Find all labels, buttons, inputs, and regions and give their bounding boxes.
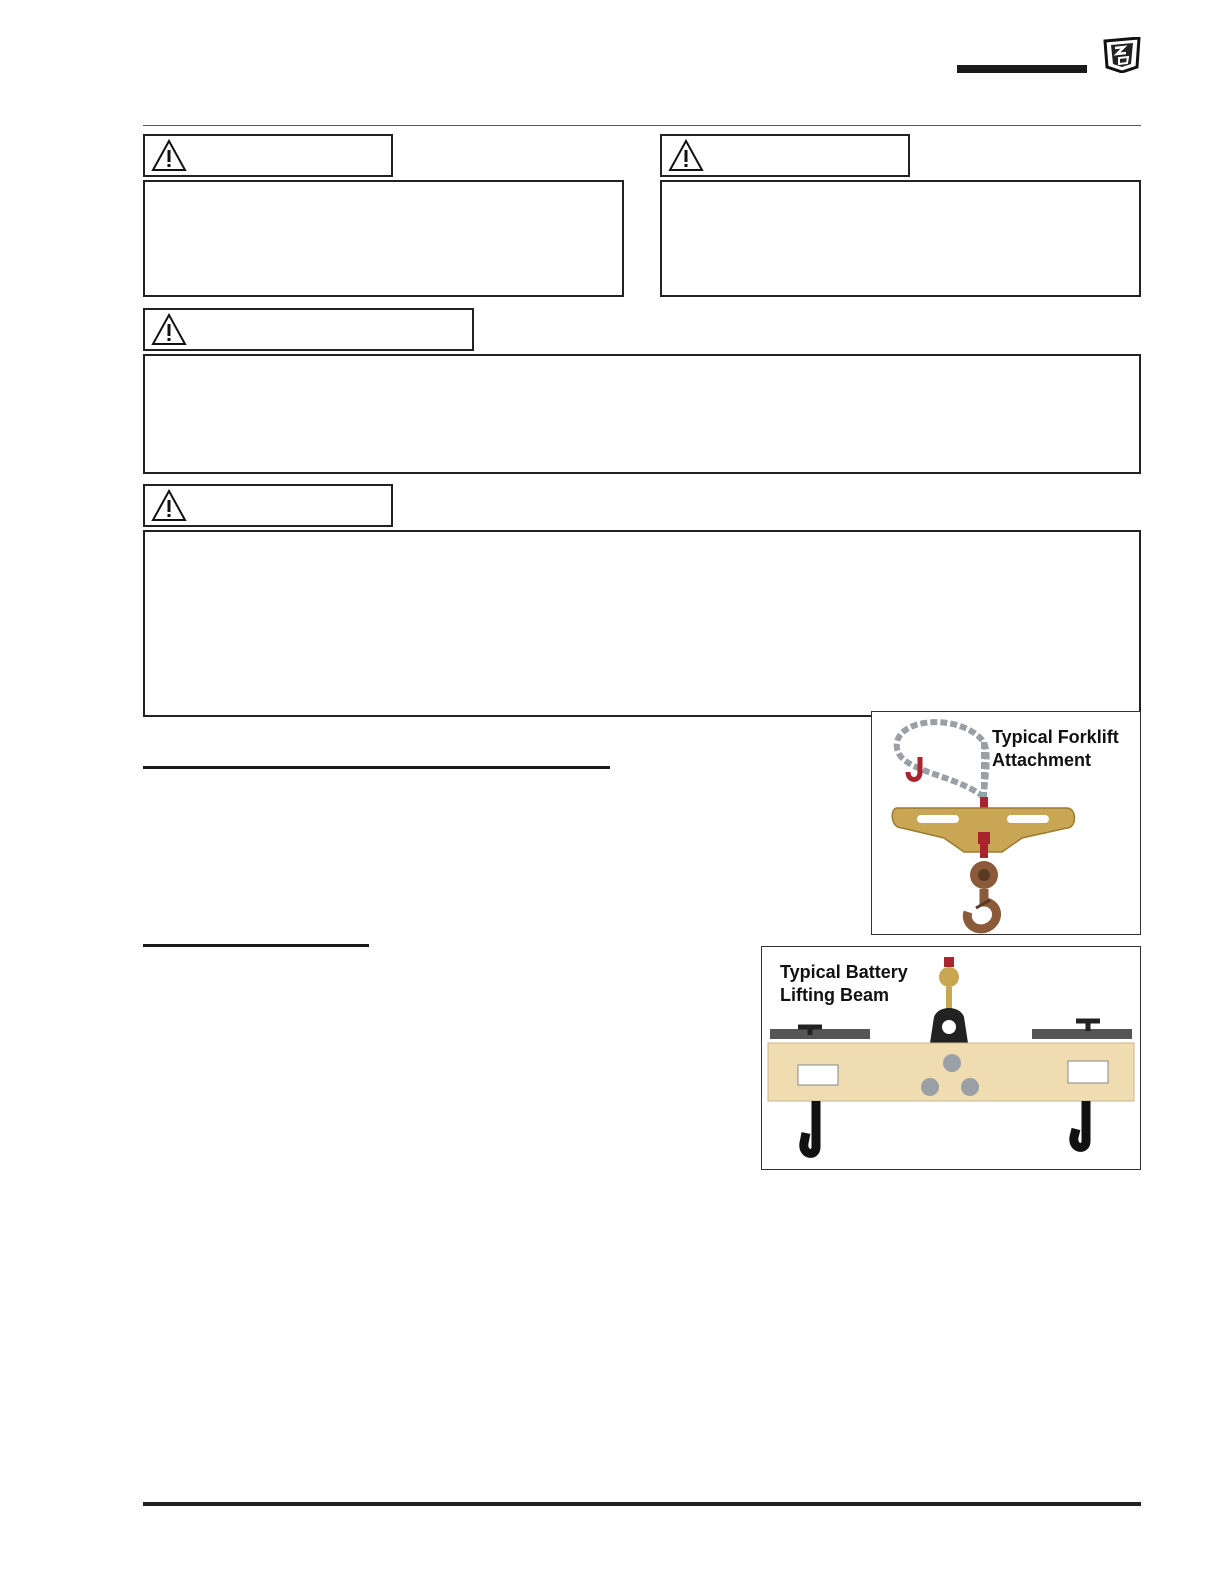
warning-tab — [143, 134, 393, 177]
warning-triangle-icon — [151, 139, 187, 173]
lifting-beam-figure-caption: Typical Battery Lifting Beam — [780, 962, 908, 1005]
lifting-beam-figure — [761, 946, 1141, 1170]
warning-tab — [143, 308, 474, 351]
section-heading-rule — [143, 944, 369, 947]
brand-shield-icon — [1102, 37, 1142, 73]
header-divider — [143, 125, 1141, 126]
warning-box — [143, 530, 1141, 717]
warning-box — [660, 180, 1141, 297]
forklift-attachment-figure — [871, 711, 1141, 935]
warning-tab — [660, 134, 910, 177]
section-heading-rule — [143, 766, 610, 769]
warning-triangle-icon — [151, 313, 187, 347]
header-bar — [957, 65, 1087, 73]
warning-tab — [143, 484, 393, 527]
warning-box — [143, 180, 624, 297]
forklift-figure-caption: Typical Forklift Attachment — [992, 727, 1119, 770]
warning-triangle-icon — [668, 139, 704, 173]
warning-triangle-icon — [151, 489, 187, 523]
footer-rule — [143, 1502, 1141, 1506]
warning-box — [143, 354, 1141, 474]
